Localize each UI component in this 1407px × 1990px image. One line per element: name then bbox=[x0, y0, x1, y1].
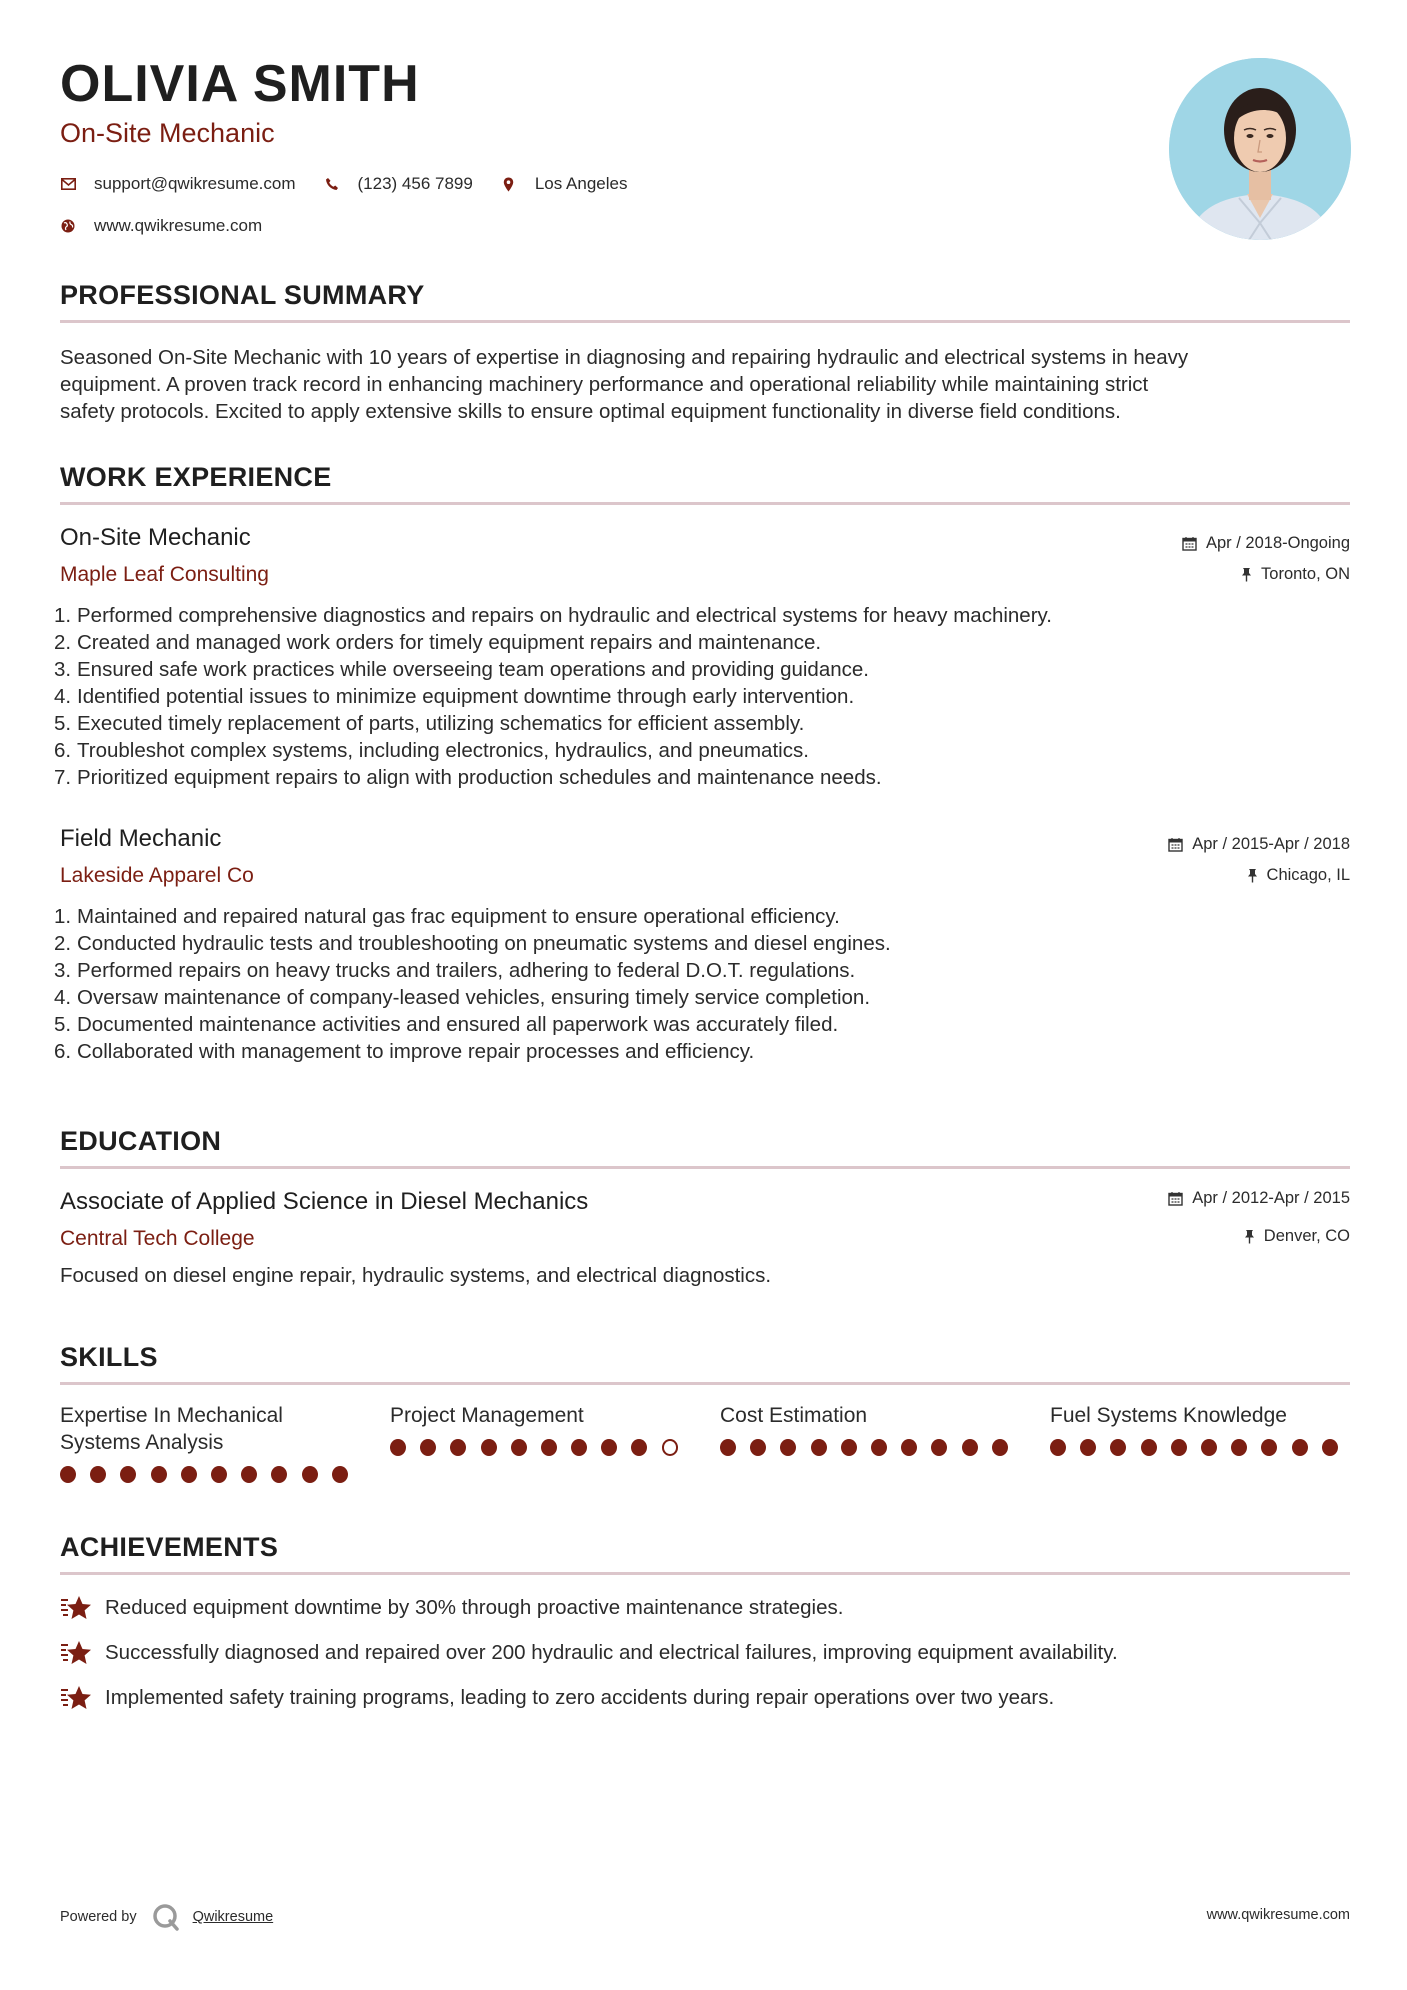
list-item: 5. Documented maintenance activities and ensured all paperwork was accurately filed. bbox=[54, 1013, 839, 1036]
rating-dot-filled bbox=[211, 1466, 227, 1483]
skill-item bbox=[1050, 1402, 1352, 1456]
skill-item bbox=[720, 1402, 1022, 1456]
email-item[interactable] bbox=[60, 174, 296, 194]
rating-dot-filled bbox=[241, 1466, 257, 1483]
rating-dot-filled bbox=[90, 1466, 106, 1483]
experience-rule bbox=[60, 502, 1350, 505]
calendar-icon bbox=[1168, 1191, 1183, 1206]
rating-dot-filled bbox=[780, 1439, 796, 1456]
rating-dot-filled bbox=[631, 1439, 647, 1456]
location-text: Los Angeles bbox=[534, 174, 628, 193]
job-location-text: Toronto, ON bbox=[1261, 565, 1350, 583]
achievement-text: Reduced equipment downtime by 30% through proactive maintenance strategies. bbox=[105, 1596, 844, 1619]
education-description: Focused on diesel engine repair, hydraulic systems, and electrical diagnostics. bbox=[60, 1264, 772, 1287]
rating-dot-filled bbox=[931, 1439, 947, 1456]
calendar-icon bbox=[1168, 837, 1183, 852]
list-item: 1. Performed comprehensive diagnostics and repairs on hydraulic and electrical systems for heavy machinery. bbox=[54, 604, 1052, 627]
phone-item[interactable] bbox=[324, 174, 473, 194]
job-company: Maple Leaf Consulting bbox=[60, 563, 269, 586]
achievement-item bbox=[60, 1639, 1118, 1667]
skill-rating bbox=[390, 1439, 692, 1456]
summary-rule bbox=[60, 320, 1350, 323]
skill-name: Cost Estimation bbox=[720, 1404, 868, 1427]
rating-dot-filled bbox=[420, 1439, 436, 1456]
education-dates-text: Apr / 2012-Apr / 2015 bbox=[1192, 1189, 1350, 1207]
skill-rating bbox=[1050, 1439, 1352, 1456]
rating-dot-filled bbox=[302, 1466, 318, 1483]
qwikresume-link[interactable]: Qwikresume bbox=[192, 1909, 274, 1925]
envelope-icon bbox=[60, 176, 76, 192]
list-item: 6. Collaborated with management to improve repair processes and efficiency. bbox=[54, 1040, 755, 1063]
rating-dot-filled bbox=[992, 1439, 1008, 1456]
list-item: 4. Identified potential issues to minimize equipment downtime through early intervention. bbox=[54, 685, 855, 708]
rating-dot-filled bbox=[1141, 1439, 1157, 1456]
globe-icon bbox=[60, 218, 76, 234]
rating-dot-filled bbox=[120, 1466, 136, 1483]
rating-dot-filled bbox=[841, 1439, 857, 1456]
achievements-rule bbox=[60, 1572, 1350, 1575]
rating-dot-filled bbox=[1050, 1439, 1066, 1456]
star-award-icon bbox=[60, 1684, 92, 1712]
pushpin-icon bbox=[1244, 1229, 1255, 1244]
summary-line: safety protocols. Excited to apply extensive skills to ensure optimal equipment functionality in diverse field conditions. bbox=[60, 400, 1121, 423]
job-title: On-Site Mechanic bbox=[60, 524, 251, 551]
experience-title: WORK EXPERIENCE bbox=[60, 462, 332, 492]
email-text: support@qwikresume.com bbox=[94, 174, 296, 193]
education-title: EDUCATION bbox=[60, 1126, 222, 1156]
rating-dot-filled bbox=[1171, 1439, 1187, 1456]
rating-dot-filled bbox=[871, 1439, 887, 1456]
rating-dot-empty bbox=[662, 1439, 678, 1456]
summary-title: PROFESSIONAL SUMMARY bbox=[60, 280, 425, 310]
phone-icon bbox=[324, 176, 340, 192]
pushpin-icon bbox=[1247, 868, 1258, 883]
summary-line: Seasoned On-Site Mechanic with 10 years of expertise in diagnosing and repairing hydraulic and electrical systems in heavy bbox=[60, 346, 1189, 369]
skill-name: Fuel Systems Knowledge bbox=[1050, 1404, 1287, 1427]
achievements-title: ACHIEVEMENTS bbox=[60, 1532, 279, 1562]
education-location bbox=[1244, 1228, 1350, 1245]
rating-dot-filled bbox=[1231, 1439, 1247, 1456]
job-location bbox=[1247, 867, 1350, 884]
job-title: Field Mechanic bbox=[60, 825, 222, 852]
job-location bbox=[1241, 566, 1350, 583]
candidate-name: OLIVIA SMITH bbox=[60, 55, 420, 113]
rating-dot-filled bbox=[450, 1439, 466, 1456]
list-item: 4. Oversaw maintenance of company-leased vehicles, ensuring timely service completion. bbox=[54, 986, 871, 1009]
rating-dot-filled bbox=[1322, 1439, 1338, 1456]
website-item[interactable] bbox=[60, 216, 262, 236]
skill-item bbox=[60, 1402, 362, 1483]
list-item: 2. Conducted hydraulic tests and troubleshooting on pneumatic systems and diesel engines. bbox=[54, 932, 891, 955]
job-location-text: Chicago, IL bbox=[1266, 866, 1350, 884]
phone-text: (123) 456 7899 bbox=[357, 174, 473, 193]
rating-dot-filled bbox=[750, 1439, 766, 1456]
calendar-icon bbox=[1182, 536, 1197, 551]
achievement-text: Successfully diagnosed and repaired over 200 hydraulic and electrical failures, improving equipment availability. bbox=[105, 1641, 1118, 1664]
job-dates-text: Apr / 2018-Ongoing bbox=[1205, 534, 1350, 552]
rating-dot-filled bbox=[151, 1466, 167, 1483]
rating-dot-filled bbox=[332, 1466, 348, 1483]
pushpin-icon bbox=[1241, 567, 1252, 582]
rating-dot-filled bbox=[1261, 1439, 1277, 1456]
rating-dot-filled bbox=[481, 1439, 497, 1456]
job-dates bbox=[1168, 836, 1350, 853]
summary-text bbox=[60, 344, 1350, 425]
school-name: Central Tech College bbox=[60, 1227, 255, 1250]
degree-title: Associate of Applied Science in Diesel Mechanics bbox=[60, 1188, 589, 1215]
skill-rating bbox=[720, 1439, 1022, 1456]
rating-dot-filled bbox=[1201, 1439, 1217, 1456]
job-dates bbox=[1182, 535, 1350, 552]
rating-dot-filled bbox=[1292, 1439, 1308, 1456]
contact-row-2 bbox=[60, 216, 290, 236]
rating-dot-filled bbox=[271, 1466, 287, 1483]
rating-dot-filled bbox=[601, 1439, 617, 1456]
rating-dot-filled bbox=[1080, 1439, 1096, 1456]
skill-name: Project Management bbox=[390, 1404, 584, 1427]
profile-photo bbox=[1169, 58, 1351, 240]
location-item bbox=[501, 174, 628, 194]
job-bullets bbox=[54, 903, 1350, 1065]
education-location-text: Denver, CO bbox=[1263, 1227, 1350, 1245]
rating-dot-filled bbox=[390, 1439, 406, 1456]
list-item: 5. Executed timely replacement of parts, utilizing schematics for efficient assembly. bbox=[54, 712, 805, 735]
rating-dot-filled bbox=[571, 1439, 587, 1456]
footer-website[interactable]: www.qwikresume.com bbox=[1206, 1907, 1350, 1923]
list-item: 7. Prioritized equipment repairs to align with production schedules and maintenance needs. bbox=[54, 766, 882, 789]
skill-rating bbox=[60, 1466, 362, 1483]
footer-powered-by bbox=[60, 1902, 273, 1932]
achievement-text: Implemented safety training programs, leading to zero accidents during repair operations over two years. bbox=[105, 1686, 1055, 1709]
powered-by-label: Powered by bbox=[60, 1909, 137, 1925]
rating-dot-filled bbox=[60, 1466, 76, 1483]
list-item: 3. Performed repairs on heavy trucks and trailers, adhering to federal D.O.T. regulations. bbox=[54, 959, 856, 982]
skill-name: Expertise In Mechanical Systems Analysis bbox=[60, 1404, 283, 1454]
list-item: 6. Troubleshot complex systems, including electronics, hydraulics, and pneumatics. bbox=[54, 739, 809, 762]
job-bullets bbox=[54, 602, 1350, 791]
skills-title: SKILLS bbox=[60, 1342, 158, 1372]
star-award-icon bbox=[60, 1594, 92, 1622]
skills-rule bbox=[60, 1382, 1350, 1385]
list-item: 2. Created and managed work orders for timely equipment repairs and maintenance. bbox=[54, 631, 822, 654]
list-item: 3. Ensured safe work practices while overseeing team operations and providing guidance. bbox=[54, 658, 869, 681]
job-company: Lakeside Apparel Co bbox=[60, 864, 254, 887]
rating-dot-filled bbox=[720, 1439, 736, 1456]
skill-item bbox=[390, 1402, 692, 1456]
rating-dot-filled bbox=[511, 1439, 527, 1456]
website-text: www.qwikresume.com bbox=[94, 216, 263, 235]
contact-row-1 bbox=[60, 174, 655, 194]
rating-dot-filled bbox=[1110, 1439, 1126, 1456]
list-item: 1. Maintained and repaired natural gas frac equipment to ensure operational efficiency. bbox=[54, 905, 840, 928]
education-rule bbox=[60, 1166, 1350, 1169]
qwikresume-logo-icon bbox=[151, 1902, 181, 1932]
rating-dot-filled bbox=[962, 1439, 978, 1456]
rating-dot-filled bbox=[811, 1439, 827, 1456]
achievement-item bbox=[60, 1594, 843, 1622]
achievement-item bbox=[60, 1684, 1054, 1712]
resume-page bbox=[54, 0, 1350, 1990]
candidate-role: On-Site Mechanic bbox=[60, 118, 275, 148]
summary-line: equipment. A proven track record in enhancing machinery performance and operational reliability while maintaining strict bbox=[60, 373, 1149, 396]
star-award-icon bbox=[60, 1639, 92, 1667]
map-pin-icon bbox=[501, 176, 517, 192]
education-dates bbox=[1168, 1190, 1350, 1207]
rating-dot-filled bbox=[901, 1439, 917, 1456]
rating-dot-filled bbox=[181, 1466, 197, 1483]
job-dates-text: Apr / 2015-Apr / 2018 bbox=[1192, 835, 1350, 853]
rating-dot-filled bbox=[541, 1439, 557, 1456]
